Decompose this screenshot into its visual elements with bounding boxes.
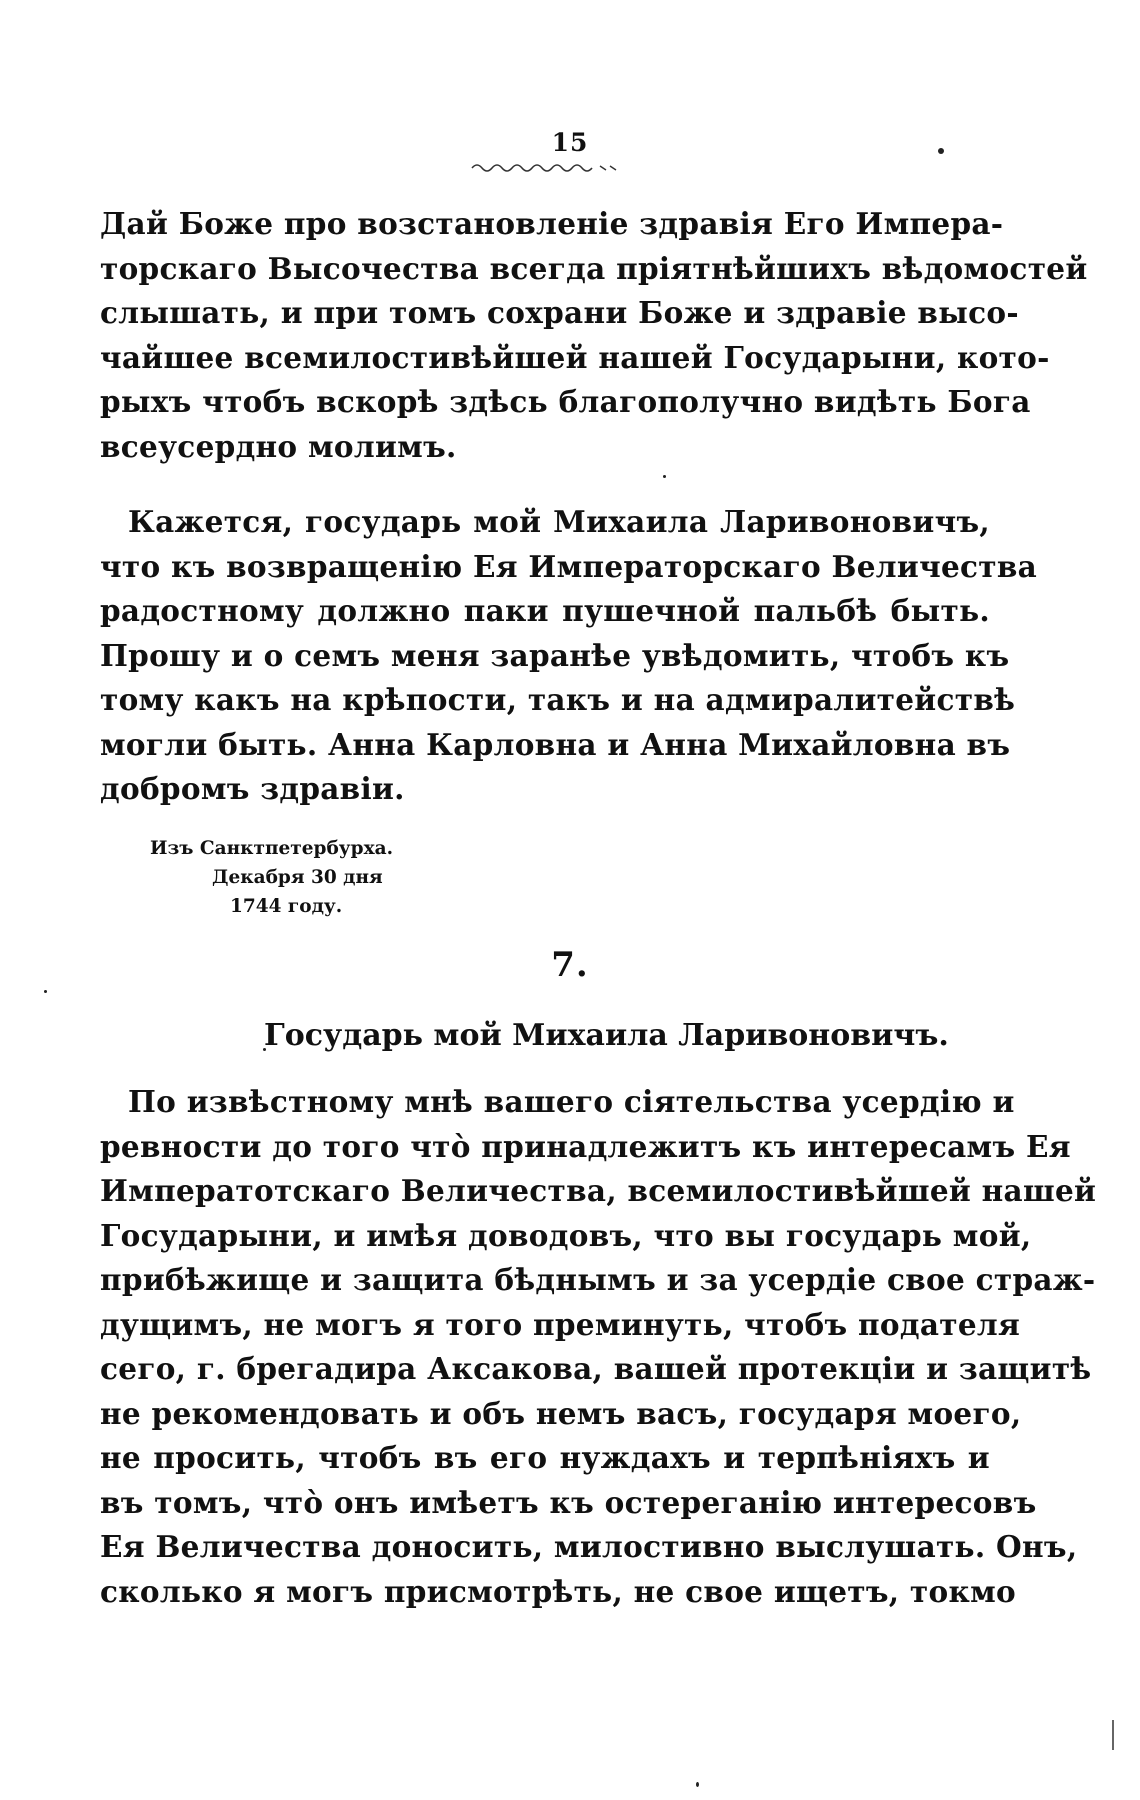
- dateline-year: 1744 году.: [230, 896, 343, 917]
- text-line: ревности до того что̀ принадлежитъ къ интересамъ Ея: [100, 1128, 1071, 1164]
- text-line: дущимъ, не могъ я того преминуть, чтобъ подателя: [100, 1306, 1021, 1342]
- paragraph-2: [100, 500, 1038, 812]
- paragraph-3: [100, 1080, 1097, 1614]
- text-line: чайшее всемилостивѣйшей нашей Государыни, кото-: [100, 339, 1050, 375]
- text-line: не просить, чтобъ въ его нуждахъ и терпѣніяхъ и: [100, 1440, 990, 1475]
- text-line: торскаго Высочества всегда пріятнѣйшихъ вѣдомостей: [100, 250, 1088, 286]
- text-line: не рекомендовать и объ немъ васъ, государя моего,: [100, 1395, 1022, 1431]
- paragraph-1: [100, 202, 1088, 469]
- page-number: 15: [551, 128, 589, 157]
- text-line: Дай Боже про возстановленіе здравія Его Импера-: [100, 206, 1004, 241]
- text-line: могли быть. Анна Карловна и Анна Михайловна въ: [100, 726, 1011, 762]
- text-line: Прошу и о семъ меня заранѣе увѣдомить, чтобъ къ: [100, 637, 1010, 673]
- text-line: слышать, и при томъ сохрани Боже и здравіе высо-: [100, 295, 1019, 330]
- text-line: сколько я могъ присмотрѣть, не свое ищетъ, токмо: [100, 1573, 1016, 1609]
- dateline: [150, 834, 393, 921]
- text-line: радостному должно паки пушечной пальбѣ быть.: [100, 593, 990, 628]
- dateline-date: Декабря 30 дня: [212, 867, 383, 888]
- page-speck: [44, 990, 47, 993]
- text-line: Императотскаго Величества, всемилостивѣйшей нашей: [100, 1173, 1097, 1208]
- text-line: Кажется, государь мой Михаила Ларивоновичъ,: [128, 504, 990, 539]
- text-line: По извѣстному мнѣ вашего сіятельства усердію и: [128, 1084, 1015, 1119]
- text-line: въ томъ, что̀ онъ имѣетъ къ остереганію интересовъ: [100, 1484, 1037, 1520]
- ornament-wave-icon: [470, 160, 620, 176]
- page-speck: [696, 1782, 699, 1787]
- text-line: Государыни, и имѣя доводовъ, что вы государь мой,: [100, 1217, 1032, 1253]
- text-line: прибѣжище и защита бѣднымъ и за усердіе свое страж-: [100, 1262, 1096, 1297]
- text-line: Ея Величества доносить, милостивно выслушать. Онъ,: [100, 1529, 1078, 1564]
- page-speck: [663, 475, 666, 478]
- page-speck: [938, 148, 944, 154]
- letter-number: 7.: [551, 945, 589, 985]
- text-line: что къ возвращенію Ея Императорскаго Величества: [100, 548, 1038, 584]
- salutation: Государь мой Михаила Ларивоновичъ.: [264, 1018, 949, 1053]
- text-line: рыхъ чтобъ вскорѣ здѣсь благополучно видѣть Бога: [100, 384, 1031, 419]
- text-line: тому какъ на крѣпости, такъ и на адмиралитействѣ: [100, 682, 1016, 717]
- text-line: добромъ здравіи.: [100, 771, 405, 806]
- margin-mark: [1112, 1720, 1114, 1750]
- text-line: сего, г. брегадира Аксакова, вашей протекціи и защитѣ: [100, 1351, 1092, 1386]
- text-line: всеусердно молимъ.: [100, 428, 457, 464]
- dateline-place: Изъ Санктпетербурха.: [150, 838, 394, 859]
